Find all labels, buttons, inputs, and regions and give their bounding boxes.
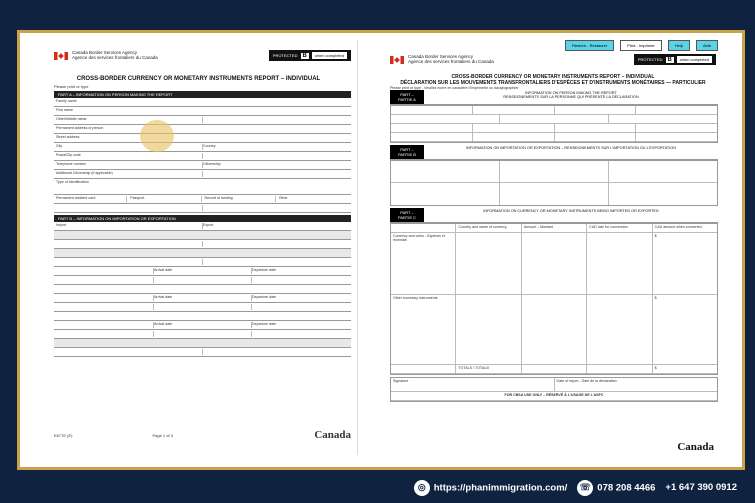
signature-row[interactable]: Signature Date of report - Date de la déclaration bbox=[391, 378, 717, 392]
form-field[interactable]: Other/Middle name bbox=[54, 116, 351, 125]
id-type-field[interactable]: Type of identification bbox=[54, 179, 351, 195]
form-field[interactable] bbox=[54, 285, 351, 294]
website-link[interactable]: ◎ https://phanimmigration.com/ bbox=[414, 480, 568, 496]
totals-row: TOTALS / TOTAUX $ bbox=[391, 365, 717, 374]
form-field[interactable] bbox=[54, 231, 351, 240]
form-field[interactable]: Street address bbox=[54, 134, 351, 143]
form-field[interactable] bbox=[54, 204, 351, 213]
form-field[interactable] bbox=[54, 249, 351, 258]
form-title-fr: DÉCLARATION SUR LES MOUVEMENTS TRANSFRONTALIERS D'ESPÈCES ET D'INSTRUMENTS MONÉTAIRES — PARTICULIER bbox=[400, 80, 706, 86]
left-footer: E677E (E) Page 1 of 3 Canada bbox=[54, 429, 351, 441]
protected-badge: PROTECTED B when completed bbox=[634, 54, 716, 65]
form-title: CROSS-BORDER CURRENCY OR MONETARY INSTRUMENTS REPORT – INDIVIDUAL bbox=[76, 76, 321, 82]
help-button[interactable]: Help bbox=[668, 40, 690, 51]
form-row[interactable] bbox=[391, 115, 717, 124]
option-other[interactable]: Other bbox=[278, 196, 288, 200]
part-b-grid bbox=[390, 160, 718, 206]
arrival-departure-row: Arrival date Departure date bbox=[54, 294, 351, 303]
part-a-row: PART – PARTIE A INFORMATION ON PERSON MAKING THE REPORT RENSEIGNEMENTS SUR LA PERSONNE QUI PRÉSENTE LA DÉCLARATION bbox=[390, 90, 718, 105]
part-b-band: PART B – INFORMATION ON IMPORTATION OR EXPORTATION bbox=[54, 215, 351, 222]
print-note: Please print or type - Veuillez écrire en caractère d'imprimerie ou dactylographier bbox=[390, 86, 519, 90]
part-a-label: PART – PARTIE A bbox=[390, 90, 424, 104]
option-passport[interactable]: Passport bbox=[130, 196, 201, 202]
part-a-grid bbox=[390, 105, 718, 143]
right-form-page bbox=[384, 40, 722, 455]
form-field[interactable]: Telephone number Citizenship bbox=[54, 161, 351, 170]
table-header: Country and name of currency Amount – Montant CAD rate for conversion CAD amount when converted bbox=[391, 224, 717, 233]
canada-wordmark: Canada bbox=[677, 441, 714, 453]
form-row[interactable] bbox=[391, 124, 717, 133]
part-c-row: PART – PARTIE C INFORMATION ON CURRENCY OR MONETARY INSTRUMENTS BEING IMPORTED OR EXPORTED bbox=[390, 208, 718, 223]
agency-name: Canada Border Services Agency Agence des services frontaliers du Canada bbox=[408, 54, 494, 64]
signature-block bbox=[390, 377, 718, 402]
cbsa-use-only: FOR CBSA USE ONLY – RÉSERVÉ À L'USAGE DE L'ASFC bbox=[391, 392, 717, 401]
phone-contact-2[interactable]: +1 647 390 0912 bbox=[665, 482, 737, 493]
part-b-label: PART – PARTIE B bbox=[390, 145, 424, 159]
globe-icon: ◎ bbox=[414, 480, 430, 496]
import-export-row bbox=[54, 222, 351, 231]
part-b-row: PART – PARTIE B INFORMATION ON IMPORTATION OR EXPORTATION – RENSEIGNEMENTS SUR L'IMPORTATION OU L'EXPORTATION bbox=[390, 145, 718, 160]
phone-contact[interactable]: ☏ 078 208 4466 bbox=[577, 480, 655, 496]
part-a-band: PART A – INFORMATION ON PERSON MAKING THE REPORT bbox=[54, 91, 351, 98]
form-row[interactable] bbox=[391, 106, 717, 115]
id-options bbox=[54, 195, 351, 204]
form-field[interactable]: Postal/Zip code bbox=[54, 152, 351, 161]
agency-name: Canada Border Services Agency Agence des services frontaliers du Canada bbox=[72, 50, 158, 60]
form-field[interactable]: First name bbox=[54, 107, 351, 116]
form-field[interactable]: Additional Citizenship (if applicable) bbox=[54, 170, 351, 179]
form-field[interactable] bbox=[54, 276, 351, 285]
canada-flag-icon bbox=[54, 52, 68, 60]
watermark-logo bbox=[140, 120, 174, 152]
canada-wordmark: Canada bbox=[314, 429, 351, 441]
part-a-fields bbox=[54, 98, 351, 213]
arrival-departure-row: Arrival date Departure date bbox=[54, 321, 351, 330]
canada-flag-icon bbox=[390, 56, 404, 64]
arrival-departure-row: Arrival date Departure date bbox=[54, 267, 351, 276]
form-field[interactable] bbox=[54, 312, 351, 321]
form-field[interactable] bbox=[54, 303, 351, 312]
form-row[interactable] bbox=[391, 183, 717, 205]
form-row[interactable] bbox=[391, 161, 717, 183]
part-c-label: PART – PARTIE C bbox=[390, 208, 424, 222]
form-field[interactable] bbox=[54, 258, 351, 267]
form-field[interactable] bbox=[54, 330, 351, 339]
restore-button[interactable]: Restore - Restaurer bbox=[565, 40, 614, 51]
option-pr-card[interactable]: Permanent resident card bbox=[56, 196, 127, 202]
option-landing[interactable]: Record of landing bbox=[205, 196, 276, 202]
form-row[interactable] bbox=[391, 133, 717, 142]
phone-icon: ☏ bbox=[577, 480, 593, 496]
form-field[interactable]: Permanent address of person bbox=[54, 125, 351, 134]
form-field[interactable]: Family name bbox=[54, 98, 351, 107]
form-field[interactable] bbox=[54, 240, 351, 249]
form-field[interactable] bbox=[54, 339, 351, 348]
form-field[interactable]: City Country bbox=[54, 143, 351, 152]
part-c-table bbox=[390, 223, 718, 375]
print-note: Please print or type bbox=[54, 84, 89, 89]
import-checkbox[interactable]: Import bbox=[56, 223, 203, 229]
form-header bbox=[40, 40, 357, 74]
form-field[interactable] bbox=[54, 348, 351, 357]
aide-button[interactable]: Aide bbox=[696, 40, 718, 51]
print-button[interactable]: Print - Imprimer bbox=[620, 40, 662, 51]
export-checkbox[interactable]: Export bbox=[203, 223, 214, 227]
form-toolbar bbox=[565, 40, 718, 51]
table-row[interactable]: Other monetary instruments $ bbox=[391, 295, 717, 365]
footer-bar bbox=[0, 472, 755, 503]
left-form-page bbox=[40, 40, 358, 455]
table-row[interactable]: Currency and coins - Espèces et monnaie $ bbox=[391, 233, 717, 295]
protected-badge: PROTECTED B when completed bbox=[269, 50, 351, 61]
part-b-fields bbox=[54, 222, 351, 357]
form-title: CROSS-BORDER CURRENCY OR MONETARY INSTRUMENTS REPORT – INDIVIDUAL bbox=[451, 74, 655, 80]
